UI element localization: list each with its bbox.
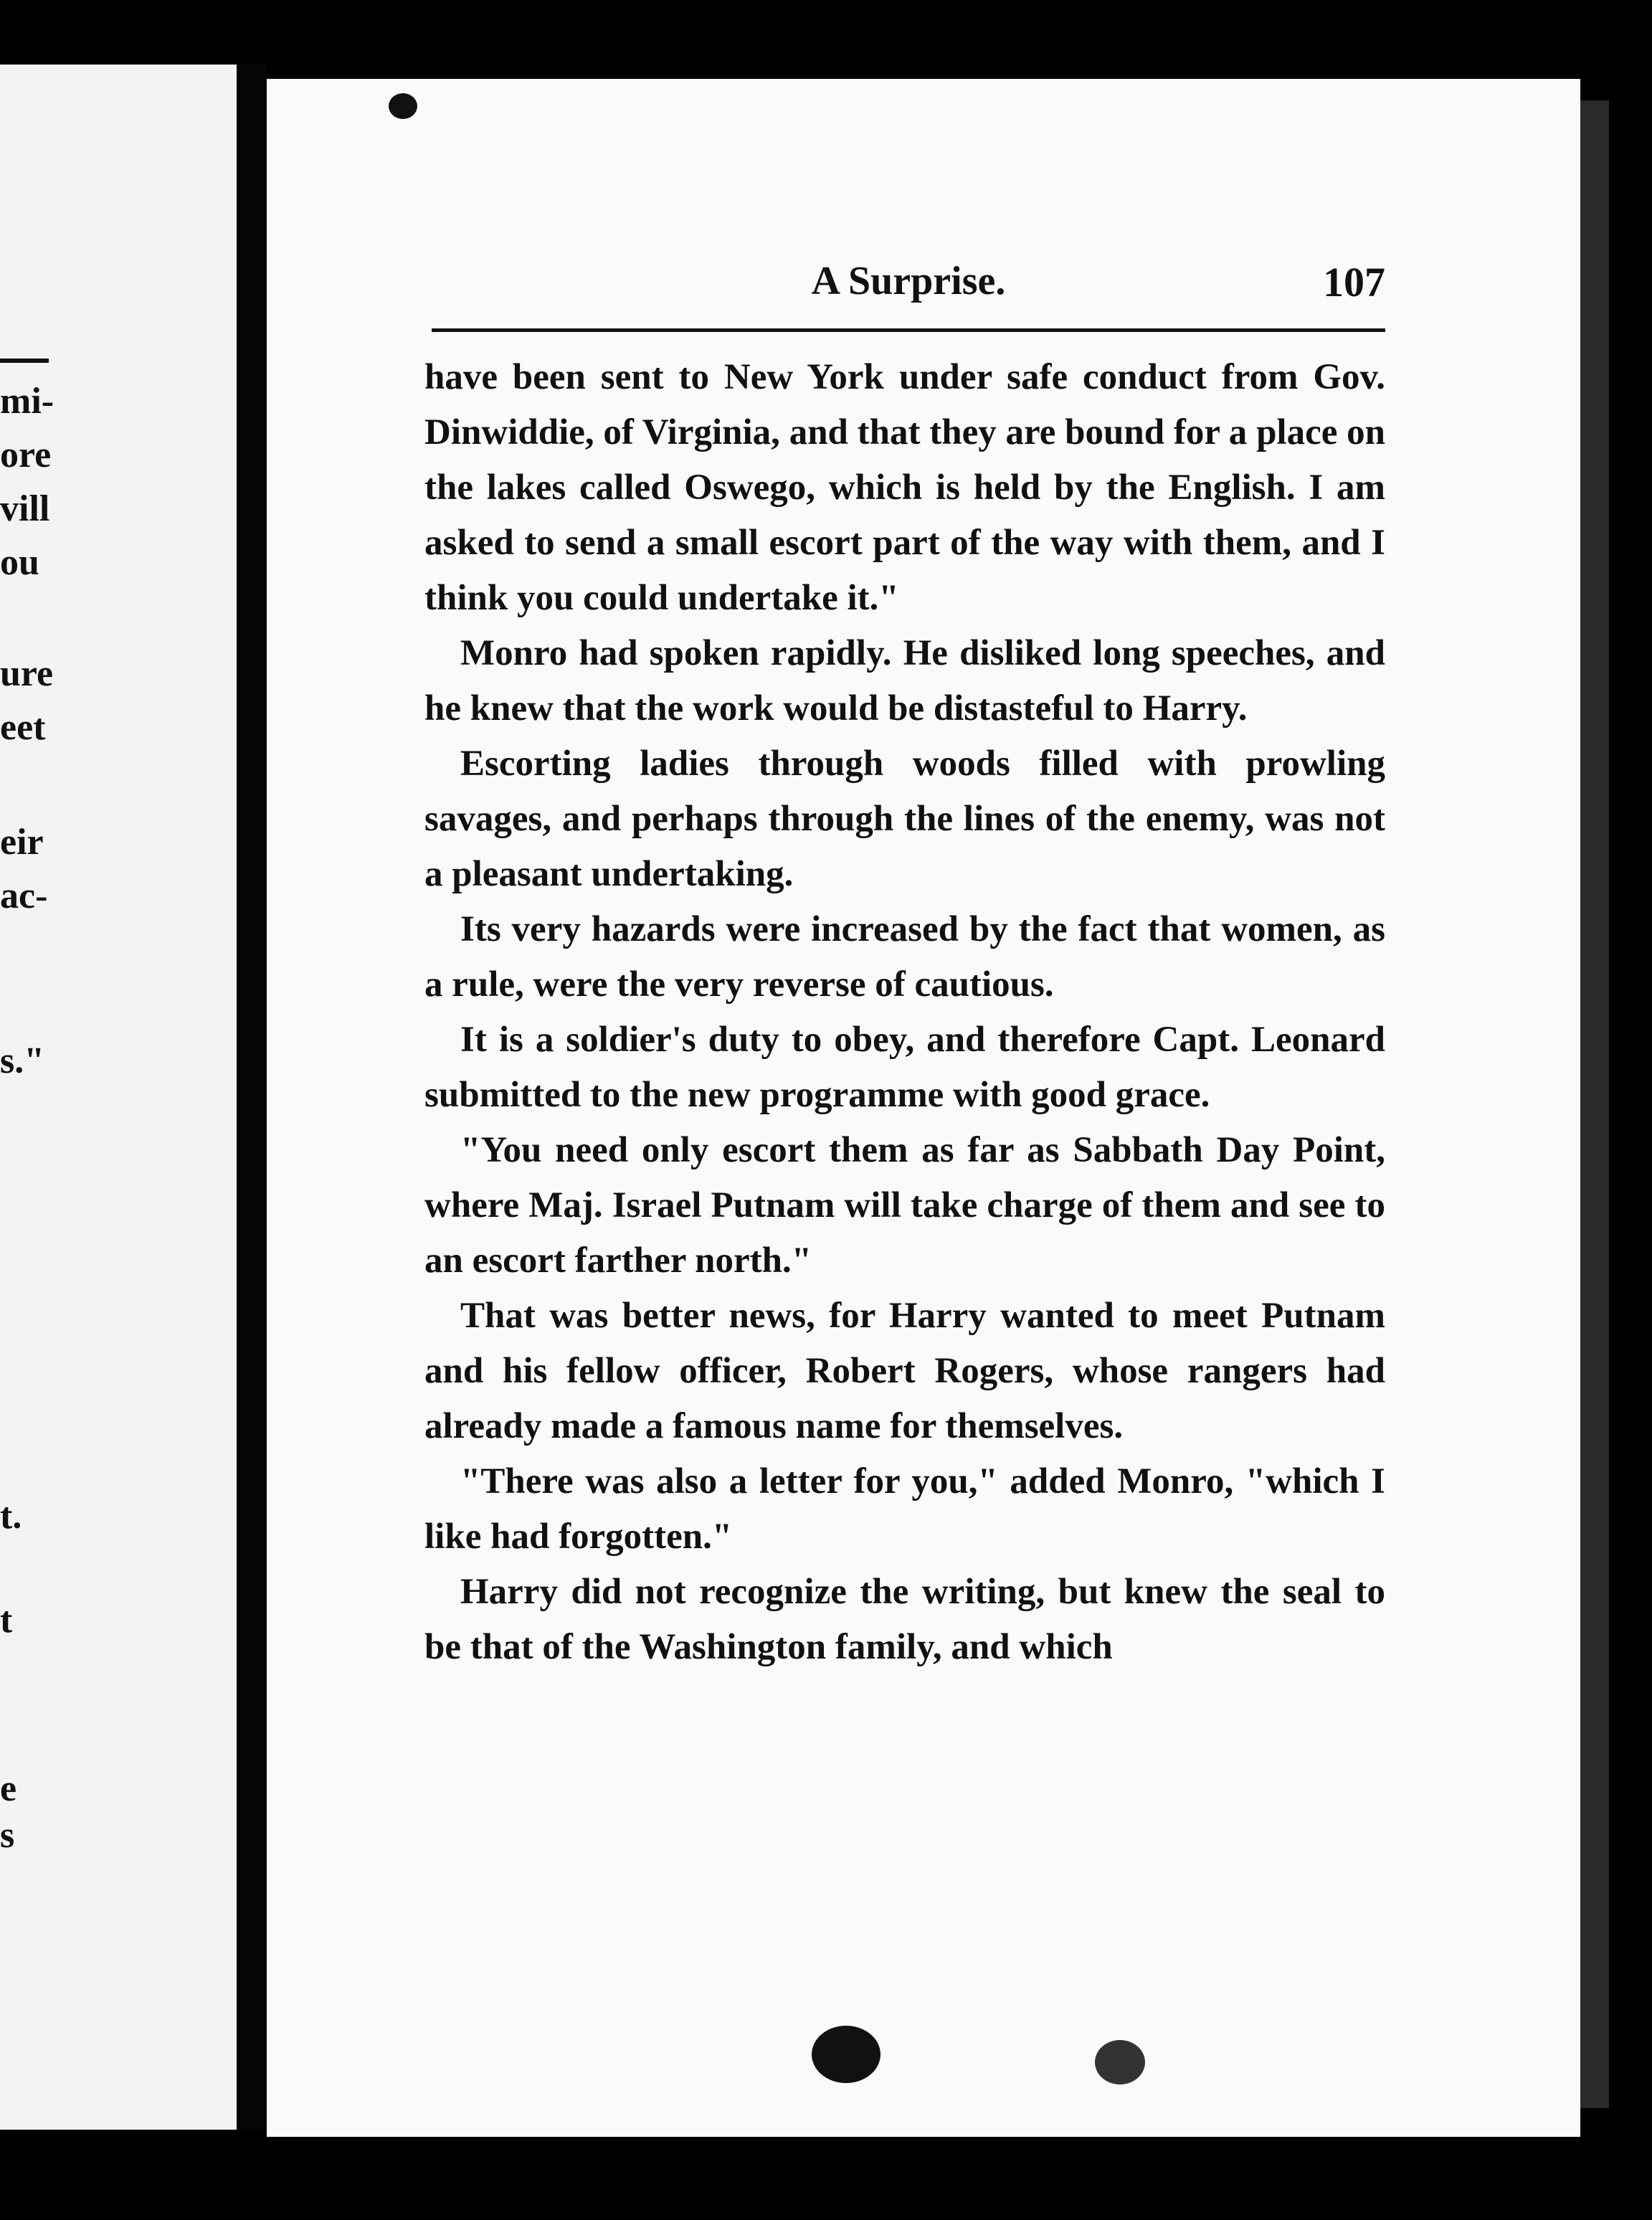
previous-page-text: eir	[0, 822, 44, 863]
previous-page-text: ou	[0, 542, 39, 583]
previous-page-text: eet	[0, 707, 46, 748]
header-rule	[432, 328, 1385, 332]
book-gutter	[237, 65, 267, 2130]
paragraph: It is a soldier's duty to obey, and therefore Capt. Leonard submitted to the new programme with good grace.	[424, 1020, 1385, 1115]
page-number: 107	[1323, 259, 1385, 305]
paragraph: Harry did not recognize the writing, but knew the seal to be that of the Washington family, and which	[424, 1572, 1385, 1667]
previous-page-text: mi-	[0, 381, 54, 422]
paragraph: Monro had spoken rapidly. He disliked long speeches, and he knew that the work would be distasteful to Harry.	[424, 633, 1385, 729]
previous-page-text: vill	[0, 488, 50, 529]
paragraph: That was better news, for Harry wanted to meet Putnam and his fellow officer, Robert Rogers, whose rangers had already made a famous name for themselves.	[424, 1296, 1385, 1446]
previous-page-text: ac-	[0, 876, 48, 916]
paragraph: Its very hazards were increased by the fact that women, as a rule, were the very reverse of cautious.	[424, 909, 1385, 1005]
book-page	[267, 79, 1580, 2137]
previous-page-text: ore	[0, 435, 52, 475]
ink-blot	[389, 93, 417, 119]
previous-page-text: e	[0, 1768, 17, 1809]
previous-page-text: ure	[0, 653, 54, 694]
previous-page-fragment	[0, 65, 237, 2130]
paragraph: Escorting ladies through woods filled with prowling savages, and perhaps through the lines of the enemy, was not a pleasant undertaking.	[424, 744, 1385, 894]
previous-page-rule	[0, 359, 49, 363]
running-title: A Surprise.	[811, 259, 1006, 303]
previous-page-text: t	[0, 1600, 13, 1641]
previous-page-text: s."	[0, 1040, 45, 1081]
previous-page-text: t.	[0, 1496, 22, 1537]
ink-blot	[1095, 2040, 1145, 2084]
previous-page-text: s	[0, 1815, 15, 1856]
page-header	[432, 258, 1385, 323]
paragraph: "You need only escort them as far as Sabbath Day Point, where Maj. Israel Putnam will take charge of them and see to an escort farther north."	[424, 1130, 1385, 1281]
page-edge-shadow	[1580, 100, 1609, 2108]
paragraph: have been sent to New York under safe conduct from Gov. Dinwiddie, of Virginia, and that they are bound for a place on the lakes called Oswego, which is held by the English. I am asked to send a small escort part of the way with them, and I think you could undertake it."	[424, 357, 1385, 618]
paragraph: "There was also a letter for you," added Monro, "which I like had forgotten."	[424, 1461, 1385, 1557]
page-body	[424, 350, 1385, 1675]
ink-blot	[812, 2026, 880, 2083]
